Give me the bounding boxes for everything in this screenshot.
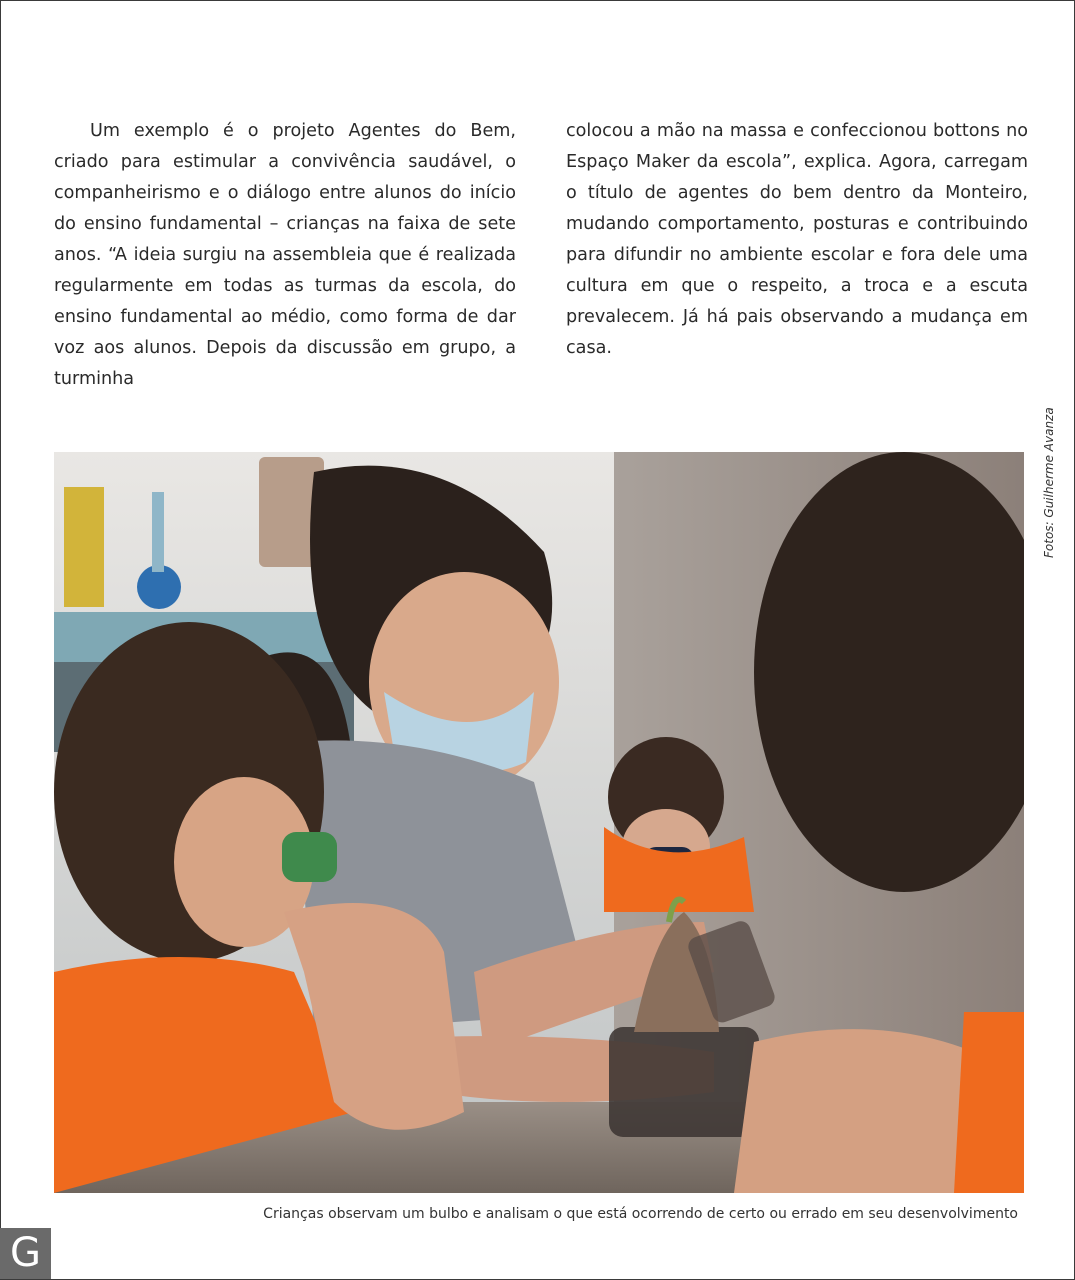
article-column-left: Um exemplo é o projeto Agentes do Bem, criado para estimular a convivência saudável, o companheirismo e o diálogo entre alunos do início do ensino fundamental – crianças na faixa de sete anos. “A ideia surgiu na assembleia que é realizada regularmente em todas as turmas da escola, do ensino fundamental ao médio, como forma de dar voz aos alunos. Depois da discussão em grupo, a turminha — [54, 121, 516, 389]
classroom-photo-illustration — [54, 452, 1024, 1193]
publication-logo: G — [0, 1228, 51, 1279]
photo-credit: Fotos: Guilherme Avanza — [1042, 407, 1056, 558]
article-column-right: colocou a mão na massa e confeccionou bottons no Espaço Maker da escola”, explica. Agora, carregam o título de agentes do bem dentro da Monteiro, mudando comportamento, posturas e contribuindo para difundir no ambiente escolar e fora dele uma cultura em que o respeito, a troca e a escuta prevalecem. Já há pais observando a mudança em casa. — [566, 121, 1028, 358]
photo-caption: Crianças observam um bulbo e analisam o que está ocorrendo de certo ou errado em seu desenvolvimento — [263, 1206, 1018, 1222]
classroom-photo — [54, 452, 1024, 1193]
